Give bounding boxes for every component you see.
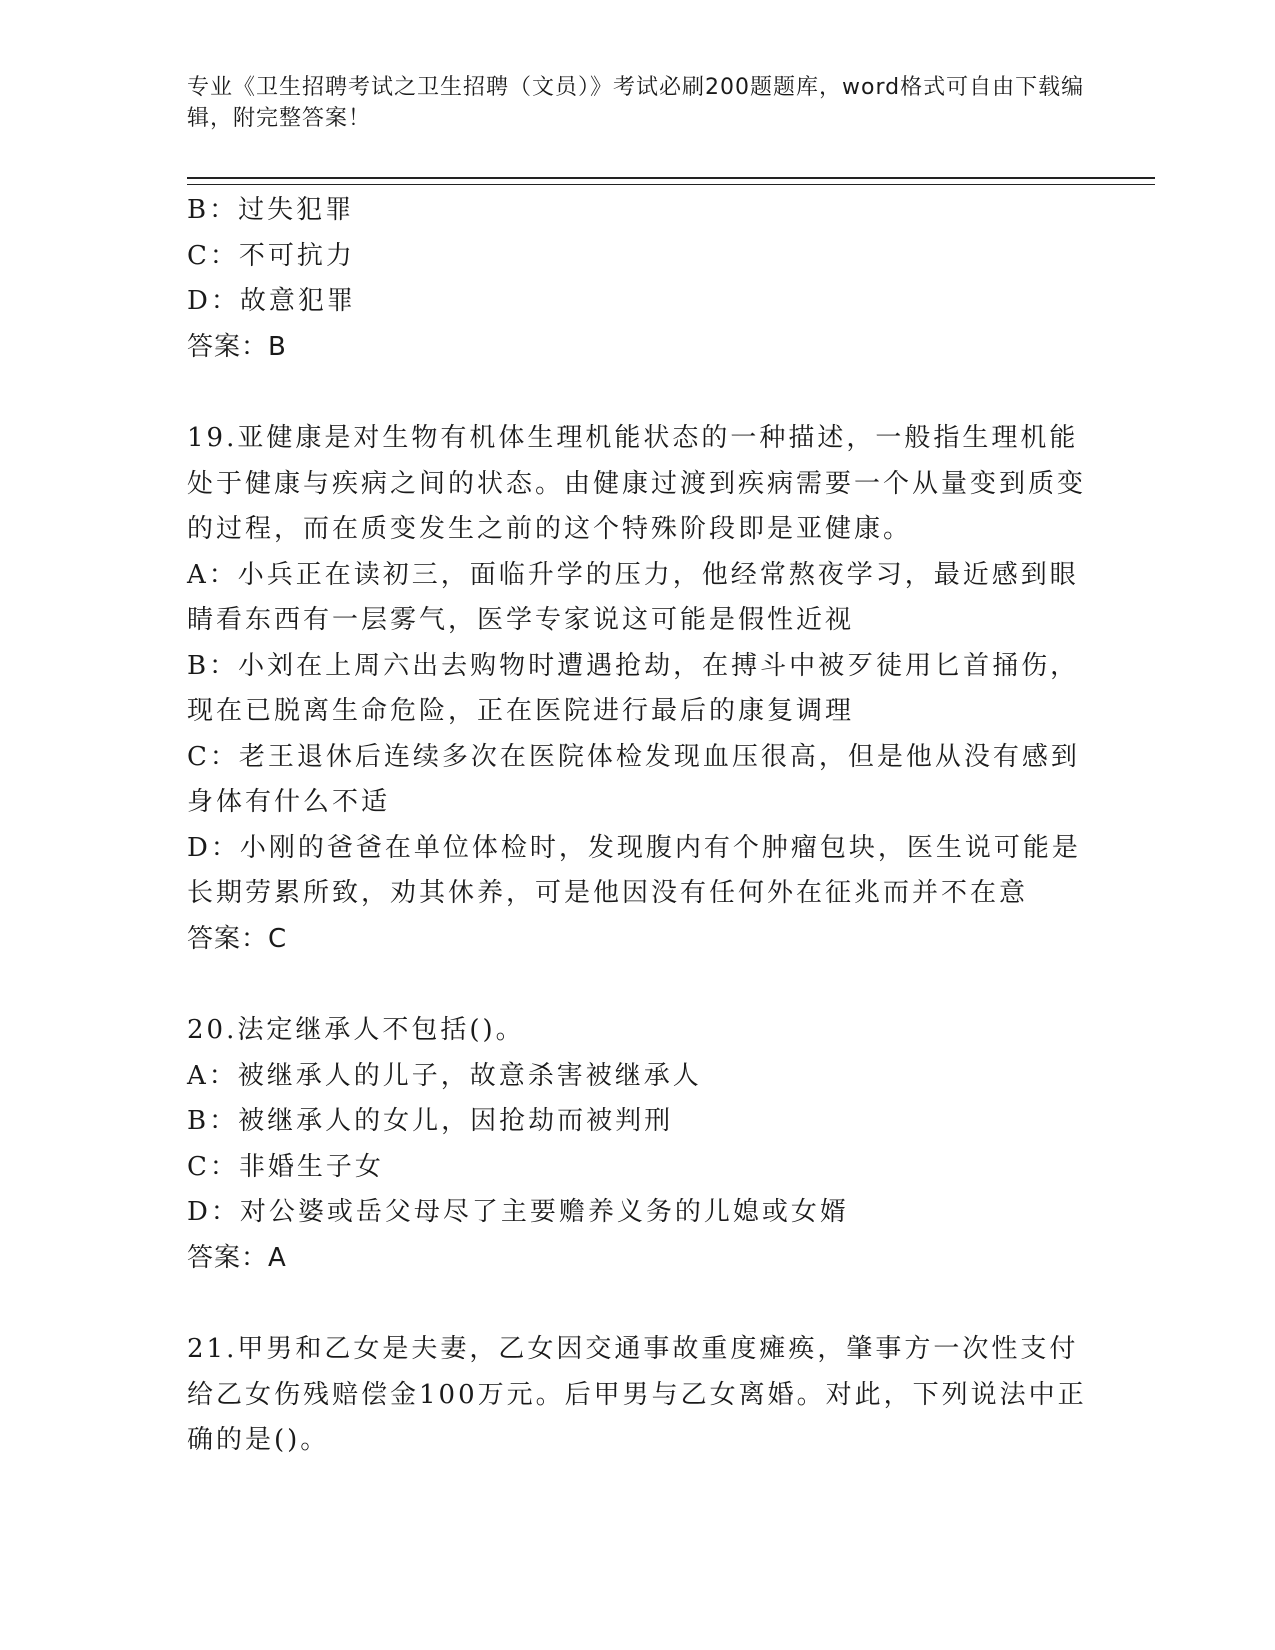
question-21 <box>187 1327 1087 1464</box>
answer-line: 答案：B <box>187 331 287 362</box>
document-header: 专业《卫生招聘考试之卫生招聘（文员）》考试必刷200题题库，word格式可自由下载编辑，附完整答案！ <box>187 75 1085 131</box>
option-c: C：非婚生子女 <box>187 1151 384 1182</box>
option-b: B：过失犯罪 <box>187 195 355 225</box>
option-d: D：故意犯罪 <box>187 286 356 316</box>
answer-line: 答案：C <box>187 923 288 954</box>
document-body <box>187 188 1087 1464</box>
option-c: C：不可抗力 <box>187 240 355 271</box>
option-c: C：老王退休后连续多次在医院体检发现血压很高，但是他从没有感到身体有什么不适 <box>187 741 1080 817</box>
question-19 <box>187 416 1087 962</box>
question-20 <box>187 1008 1087 1281</box>
question-stem: 19.亚健康是对生物有机体生理机能状态的一种描述，一般指生理机能处于健康与疾病之间的状态。由健康过渡到疾病需要一个从量变到质变的过程，而在质变发生之前的这个特殊阶段即是亚健康。 <box>187 423 1087 544</box>
header-divider-thin <box>187 184 1155 185</box>
question-stem: 20.法定继承人不包括()。 <box>187 1015 525 1045</box>
option-b: B：小刘在上周六出去购物时遭遇抢劫，在搏斗中被歹徒用匕首捅伤，现在已脱离生命危险，正在医院进行最后的康复调理 <box>187 650 1080 726</box>
question-stem: 21.甲男和乙女是夫妻，乙女因交通事故重度瘫痪，肇事方一次性支付给乙女伤残赔偿金100万元。后甲男与乙女离婚。对此，下列说法中正确的是()。 <box>187 1334 1087 1455</box>
answer-line: 答案：A <box>187 1242 287 1273</box>
header-divider-thick <box>187 177 1155 179</box>
option-d: D：小刚的爸爸在单位体检时，发现腹内有个肿瘤包块，医生说可能是长期劳累所致，劝其休养，可是他因没有任何外在征兆而并不在意 <box>187 832 1081 908</box>
previous-question-tail <box>187 188 1087 370</box>
option-b: B：被继承人的女儿，因抢劫而被判刑 <box>187 1106 674 1136</box>
option-a: A：小兵正在读初三，面临升学的压力，他经常熬夜学习，最近感到眼睛看东西有一层雾气，医学专家说这可能是假性近视 <box>187 559 1079 635</box>
option-a: A：被继承人的儿子，故意杀害被继承人 <box>187 1060 702 1091</box>
option-d: D：对公婆或岳父母尽了主要赡养义务的儿媳或女婿 <box>187 1197 849 1227</box>
